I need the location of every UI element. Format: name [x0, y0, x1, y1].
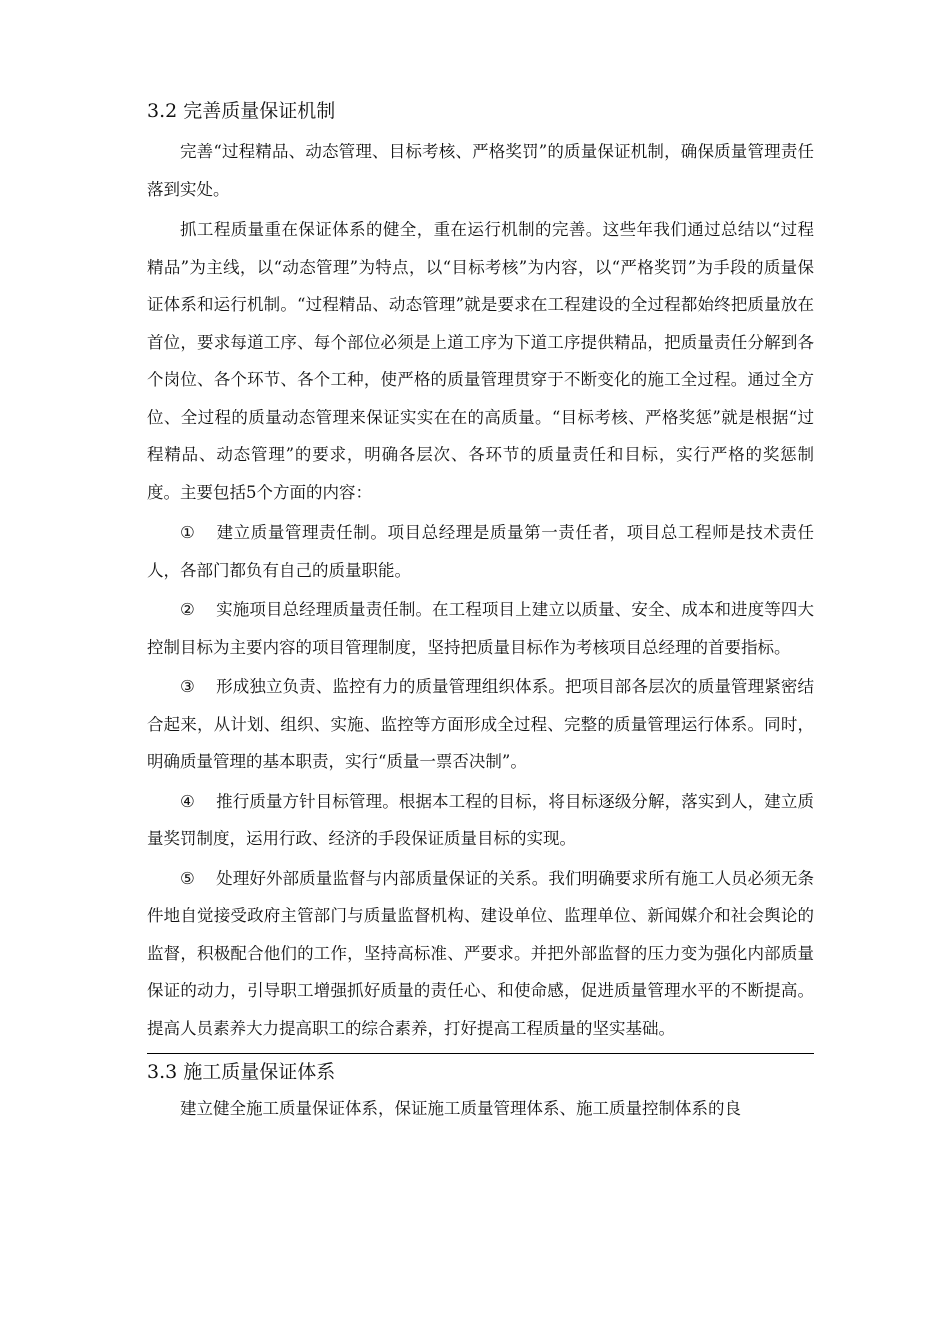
list-number: ①	[180, 523, 195, 542]
list-item-text: 处理好外部质量监督与内部质量保证的关系。我们明确要求所有施工人员必须无条件地自觉接受政府主管部门与质量监督机构、建设单位、监理单位、新闻媒介和社会舆论的监督，积极配合他们的工作，坚持高标准、严要求。并把外部监督的压力变为强化内部质量保证的动力，引导职工增强抓好质量的责任心、和使命感，促进质量管理水平的不断提高。提高人员素养大力提高职工的综合素养，打好提高工程质量的坚实基础。	[147, 868, 814, 1038]
section-divider	[147, 1053, 814, 1054]
list-item-text: 建立质量管理责任制。项目总经理是质量第一责任者，项目总工程师是技术责任人，各部门都负有自己的质量职能。	[147, 523, 814, 580]
list-item-3	[147, 668, 814, 781]
list-item-4	[147, 783, 814, 858]
list-item-5	[147, 860, 814, 1048]
body-paragraph: 抓工程质量重在保证体系的健全，重在运行机制的完善。这些年我们通过总结以“过程精品”为主线，以“动态管理”为特点，以“目标考核”为内容，以“严格奖罚”为手段的质量保证体系和运行机制。“过程精品、动态管理”就是要求在工程建设的全过程都始终把质量放在首位，要求每道工序、每个部位必须是上道工序为下道工序提供精品，把质量责任分解到各个岗位、各个环节、各个工种，使严格的质量管理贯穿于不断变化的施工全过程。通过全方位、全过程的质量动态管理来保证实实在在的高质量。“目标考核、严格奖惩”就是根据“过程精品、动态管理”的要求，明确各层次、各环节的质量责任和目标，实行严格的奖惩制度。主要包括5个方面的内容：	[147, 220, 814, 502]
list-number: ④	[180, 791, 195, 811]
section-3-3-paragraph: 建立健全施工质量保证体系，保证施工质量管理体系、施工质量控制体系的良	[180, 1099, 741, 1118]
section-heading-3-3: 3.3 施工质量保证体系	[147, 1061, 336, 1083]
list-item-2	[147, 591, 814, 666]
list-number: ⑤	[180, 868, 195, 888]
list-item-text: 形成独立负责、监控有力的质量管理组织体系。把项目部各层次的质量管理紧密结合起来，从计划、组织、实施、监控等方面形成全过程、完整的质量管理运行体系。同时，明确质量管理的基本职责，实行“质量一票否决制”。	[147, 677, 814, 771]
intro-paragraph: 完善“过程精品、动态管理、目标考核、严格奖罚”的质量保证机制，确保质量管理责任落到实处。	[147, 142, 814, 199]
list-item-text: 推行质量方针目标管理。根据本工程的目标，将目标逐级分解，落实到人，建立质量奖罚制度，运用行政、经济的手段保证质量目标的实现。	[147, 791, 814, 848]
list-item-text: 实施项目总经理质量责任制。在工程项目上建立以质量、安全、成本和进度等四大控制目标为主要内容的项目管理制度，坚持把质量目标作为考核项目总经理的首要指标。	[147, 600, 814, 657]
document-page	[147, 96, 814, 1128]
list-item-1	[147, 514, 814, 589]
section-heading-3-2: 3.2 完善质量保证机制	[147, 100, 336, 122]
list-number: ②	[180, 600, 195, 619]
list-number: ③	[180, 677, 195, 696]
